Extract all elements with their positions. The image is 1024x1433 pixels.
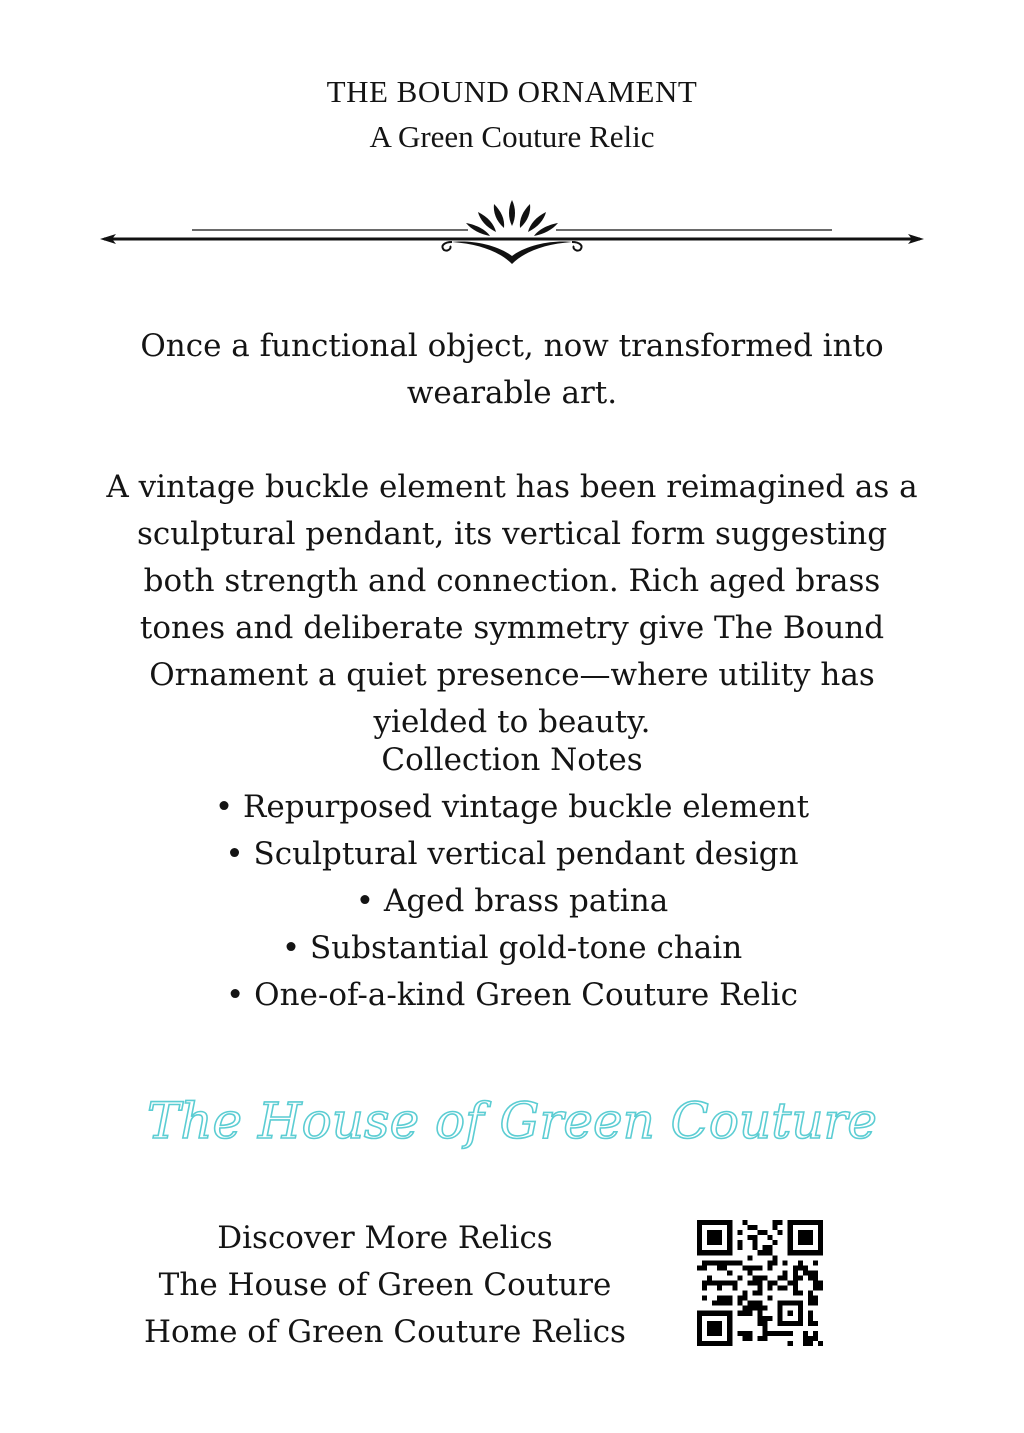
collection-notes-title: Collection Notes [381,742,643,778]
collection-notes-list [0,784,1024,1019]
brand-name: The House of Green Couture [146,1092,878,1150]
brand-logo [0,1080,1024,1170]
description-text: A vintage buckle element has been reimagined as a sculptural pendant, its vertical form suggesting both strength and connection. Rich aged brass tones and deliberate symmetry give The Bound Ornament a quiet presence—where utility has yielded to beauty. [106,469,918,740]
page-subtitle: A Green Couture Relic [369,119,655,154]
footer-line-home: Home of Green Couture Relics [144,1314,626,1350]
list-item: • One-of-a-kind Green Couture Relic [226,977,798,1013]
page-title: THE BOUND ORNAMENT [326,74,698,109]
ornamental-divider-icon [100,196,924,268]
footer-line-house: The House of Green Couture [158,1267,612,1303]
list-item: • Repurposed vintage buckle element [214,789,810,825]
footer [130,1215,640,1356]
list-item: • Sculptural vertical pendant design [225,836,799,872]
list-item: • Aged brass patina [355,883,669,919]
list-item: • Substantial gold-tone chain [281,930,743,966]
footer-line-discover: Discover More Relics [217,1220,553,1256]
intro-text: Once a functional object, now transformed into wearable art. [140,328,884,411]
qr-code-icon[interactable] [697,1220,823,1346]
